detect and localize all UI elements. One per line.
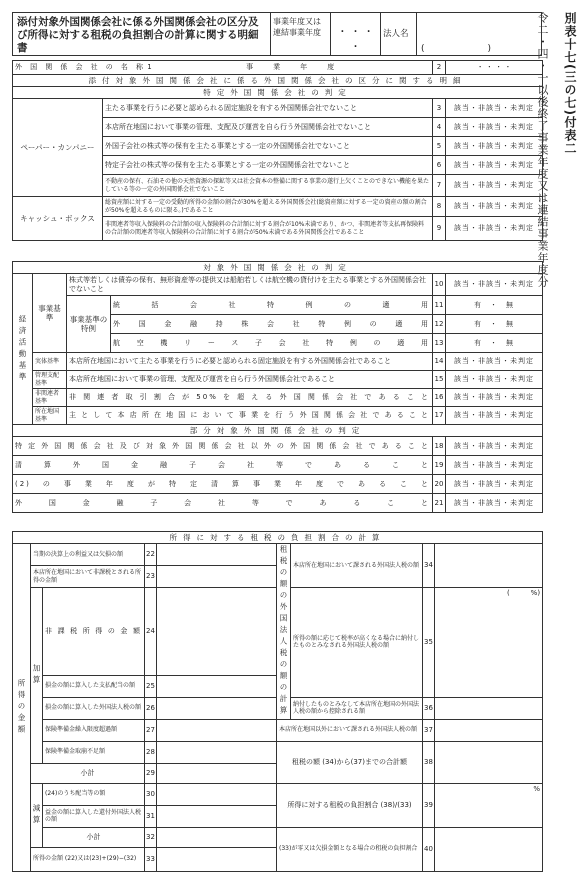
question-text: (2)の事業年度が特定清算事業年度であること <box>13 475 433 494</box>
subtotal-label: 小計 <box>31 763 145 783</box>
answer-select[interactable]: 該当・非該当・未判定 <box>446 156 543 175</box>
question-text: (24)のうち配当等の額 <box>43 783 145 805</box>
economic-activity-label: 経済活動基準 <box>13 274 33 425</box>
amount-input[interactable] <box>157 697 277 719</box>
question-text: 株式等若しくは債券の保有、無形資産等の提供又は船舶若しくは航空機の貸付けを主たる事業とする外国関係会社でないこと <box>67 274 433 296</box>
question-text: 非関連者取引割合が50%を超える外国関係会社であること <box>67 389 433 407</box>
answer-select[interactable]: 該当・非該当・未判定 <box>446 494 543 513</box>
question-text: 外国金融子会社等であること <box>13 494 433 513</box>
answer-select[interactable]: 該当・非該当・未判定 <box>446 437 543 456</box>
question-text: 本店所在地国において事業の管理、支配及び運営を自ら行う外国関係会社であること <box>67 371 433 389</box>
question-text: 清算外国金融子会社等であること <box>13 456 433 475</box>
section-heading: 部分対象外国関係会社の判定 <box>13 425 543 437</box>
addition-label: 加算 <box>31 588 43 764</box>
amount-input[interactable] <box>435 741 543 783</box>
question-text: 保険準備金取崩不足額 <box>43 741 145 763</box>
form-title: 添付対象外国関係会社に係る外国関係会社の区分及び所得に対する租税の負担割合の計算に関する明細書 <box>13 13 271 55</box>
answer-select[interactable]: 該当・非該当・未判定 <box>446 137 543 156</box>
yes-no-select[interactable]: 有 ・ 無 <box>446 296 543 315</box>
section-heading: 所得に対する租税の負担割合の計算 <box>13 532 543 544</box>
fiscal-year-input[interactable]: ・ ・ ・ ・ <box>446 61 543 75</box>
foreign-company-name-label: 外国関係会社の名称 1 事業年度 <box>13 61 433 75</box>
question-text: 主として本店所在地国において事業を行う外国関係会社であること <box>67 407 433 425</box>
amount-input[interactable] <box>435 697 543 719</box>
location-criteria-label: 所在地国基準 <box>33 407 67 425</box>
section-heading: 対象外国関係会社の判定 <box>13 262 543 274</box>
answer-select[interactable]: 該当・非該当・未判定 <box>446 407 543 425</box>
question-text: 主たる事業を行うに必要と認められる固定施設を有する外国関係会社でないこと <box>103 99 433 118</box>
answer-select[interactable]: 該当・非該当・未判定 <box>446 99 543 118</box>
question-text: 特定子会社の株式等の保有を主たる事業とする一定の外国関係会社でないこと <box>103 156 433 175</box>
form-frame <box>12 12 542 863</box>
amount-input[interactable] <box>157 588 277 676</box>
amount-input[interactable] <box>157 544 277 566</box>
question-text: 納付したものとみなして本店所在地国の外国法人税の額から控除される額 <box>291 697 423 719</box>
tax-burden-table: 所得に対する租税の負担割合の計算 所得の金額 当期の決算上の利益又は欠損の額 22 租税の額の外国法人税の額の計算 本店所在地国において課される外国法人税の額 34 本店所在地国において非課税とされる所得の金額 23 加算 非課税所得の金額 24 所得の額に応じて税率が高くなる場合に納付したものとみなされる外国法人税の額 35 ( %) 損金の額に算入した支払配当の額 25 損金の額に算入した外国法人税の額 26 納付したものとみなして本店所在地国の外国法人税の額から控除される額 36 保険準備金繰入限度超過額 27 本店所在地国以外において課される外国法人税の額 37 保険準備金取崩不足額 28 租税の額 (34)から(37)までの合計額 38 小計 29 減算 (24)のうち配当等の額 30 所得に対する租税の負担割合 (38)/(33) 39 % 益金の額に算入した還付外国法人税の額 31 小計 32 (33)が零又は欠損金額となる場合の租税の負担割合 40 所得の金額 (22)又は(23)+(29)−(32) 33 <box>12 531 543 872</box>
answer-select[interactable]: 該当・非該当・未判定 <box>446 217 543 241</box>
answer-select[interactable]: 該当・非該当・未判定 <box>446 118 543 137</box>
business-exception-label: 事業基準の特例 <box>67 296 111 353</box>
amount-input[interactable] <box>157 827 277 847</box>
question-text: 外国金融持株会社特例の適用 <box>111 315 433 334</box>
question-text: 非課税所得の金額 <box>43 588 145 676</box>
question-text: 不動産の保有、石油その他の天然資源の探鉱等又は社会資本の整備に関する事業の遂行上欠くことのできない機能を果たしている等の一定の外国関係会社でないこと <box>103 175 433 197</box>
income-amount-label: 所得の金額 <box>13 544 31 872</box>
percent-input[interactable]: % <box>435 783 543 827</box>
unrelated-party-criteria-label: 非関連者基準 <box>33 389 67 407</box>
tax-amount-label: 租税の額の外国法人税の額の計算 <box>277 544 291 720</box>
question-text: 本店所在地国において非課税とされる所得の金額 <box>31 566 145 588</box>
question-text: 所得に対する租税の負担割合 (38)/(33) <box>277 783 423 827</box>
answer-select[interactable]: 該当・非該当・未判定 <box>446 175 543 197</box>
form-number: 別表十七(三の七)付表二 <box>563 12 577 155</box>
section-heading: 特定外国関係会社の判定 <box>13 87 543 99</box>
section-heading: 添付対象外国関係会社に係る外国関係会社の区分に関する明細 <box>13 75 543 87</box>
question-text: 保険準備金繰入限度超過額 <box>43 719 145 741</box>
question-text: (33)が零又は欠損金額となる場合の租税の負担割合 <box>277 827 423 871</box>
fiscal-year-label: 事業年度又は連結事業年度 <box>271 13 331 55</box>
amount-input[interactable] <box>157 566 277 588</box>
answer-select[interactable]: 該当・非該当・未判定 <box>446 456 543 475</box>
corp-name-label: 法人名 <box>381 13 417 55</box>
amount-input[interactable] <box>157 719 277 741</box>
question-text: 外国子会社の株式等の保有を主たる事業とする一定の外国関係会社でないこと <box>103 137 433 156</box>
paper-company-label: ペーパー・カンパニー <box>13 99 103 197</box>
side-vertical-text <box>536 12 584 854</box>
question-text: 所得の額に応じて税率が高くなる場合に納付したものとみなされる外国法人税の額 <box>291 588 423 698</box>
applicable-period-note: 令二・四・一以後終了事業年度又は連結事業年度分 <box>536 12 549 288</box>
fiscal-year-field[interactable]: ・ ・ ・ ・ <box>331 13 381 55</box>
deduction-label: 減算 <box>31 783 43 847</box>
question-text: 本店所在地国以外において課される外国法人税の額 <box>277 719 423 741</box>
amount-input[interactable] <box>157 675 277 697</box>
answer-select[interactable]: 該当・非該当・未判定 <box>446 389 543 407</box>
amount-input[interactable] <box>157 847 277 871</box>
corp-name-field[interactable]: ( ) <box>421 44 492 54</box>
amount-input[interactable] <box>435 719 543 741</box>
question-text: 航空機リース子会社特例の適用 <box>111 334 433 353</box>
question-text: 特定外国関係会社及び対象外国関係会社以外の外国関係会社であること <box>13 437 433 456</box>
answer-select[interactable]: 該当・非該当・未判定 <box>446 371 543 389</box>
yes-no-select[interactable]: 有 ・ 無 <box>446 315 543 334</box>
question-text: 益金の額に算入した還付外国法人税の額 <box>43 805 145 827</box>
management-criteria-label: 管理支配基準 <box>33 371 67 389</box>
business-criteria-label: 事業基準 <box>33 274 67 353</box>
question-text: 総資産額に対する一定の受動的所得の金額の割合が30%を超える外国関係会社(総資産額に対する一定の資産の額の割合が50%を超えるものに限る。)であること <box>103 197 433 217</box>
answer-select[interactable]: 該当・非該当・未判定 <box>446 475 543 494</box>
question-text: 本店所在地国において課される外国法人税の額 <box>291 544 423 588</box>
amount-input[interactable] <box>157 805 277 827</box>
cash-box-label: キャッシュ・ボックス <box>13 197 103 241</box>
percent-input[interactable]: ( %) <box>435 588 543 698</box>
substance-criteria-label: 実体基準 <box>33 353 67 371</box>
question-text: 当期の決算上の利益又は欠損の額 <box>31 544 145 566</box>
amount-input[interactable] <box>157 783 277 805</box>
amount-input[interactable] <box>435 827 543 871</box>
amount-input[interactable] <box>157 741 277 763</box>
question-text: 統括会社特例の適用 <box>111 296 433 315</box>
amount-input[interactable] <box>157 763 277 783</box>
question-text: 損金の額に算入した外国法人税の額 <box>43 697 145 719</box>
form-header <box>12 12 542 56</box>
answer-select[interactable]: 該当・非該当・未判定 <box>446 274 543 296</box>
question-text: 損金の額に算入した支払配当の額 <box>43 675 145 697</box>
classification-table: 外国関係会社の名称 1 事業年度 2 ・ ・ ・ ・ 添付対象外国関係会社に係る外国関係会社の区分に関する明細 特定外国関係会社の判定 ペーパー・カンパニー 主たる事業を行うに必要と認められる固定施設を有する外国関係会社でないこと 3 該当・非該当・未判定 本店所在地国において事業の管理、支配及び運営を自ら行う外国関係会社でないこと 4 該当・非該当・未判定 外国子会社の株式等の保有を主たる事業とする一定の外国関係会社でないこと 5 該当・非該当・未判定 特定子会社の株式等の保有を主たる事業とする一定の外国関係会社でないこと 6 該当・非該当・未判定 不動産の保有、石油その他の天然資源の探鉱等又は社会資本の整備に関する事業の遂行上欠くことのできない機能を果たしている等の一定の外国関係会社でないこと 7 該当・非該当・未判定 キャッシュ・ボックス 総資産額に対する一定の受動的所得の金額の割合が30%を超える外国関係会社(総資産額に対する一定の資産の額の割合が50%を超えるものに限る。)であること 8 該当・非該当・未判定 非関連者等収入保険料の合計額の収入保険料の合計額に対する割合が10%未満であり、かつ、非関連者等支払再保険料の合計額の関連者等収入保険料の合計額に対する割合が50%未満である外国関係会社であること 9 該当・非該当・未判定 <box>12 60 543 241</box>
answer-select[interactable]: 該当・非該当・未判定 <box>446 197 543 217</box>
answer-select[interactable]: 該当・非該当・未判定 <box>446 353 543 371</box>
yes-no-select[interactable]: 有 ・ 無 <box>446 334 543 353</box>
question-text: 本店所在地国において主たる事業を行うに必要と認められる固定施設を有する外国関係会社であること <box>67 353 433 371</box>
question-text: 非関連者等収入保険料の合計額の収入保険料の合計額に対する割合が10%未満であり、かつ、非関連者等支払再保険料の合計額の関連者等収入保険料の合計額に対する割合が50%未満である外国関係会社であること <box>103 217 433 241</box>
amount-input[interactable] <box>435 544 543 588</box>
row-number: 2 <box>433 61 446 75</box>
question-text: 本店所在地国において事業の管理、支配及び運営を自ら行う外国関係会社でないこと <box>103 118 433 137</box>
subtotal-label: 小計 <box>43 827 145 847</box>
target-company-table: 対象外国関係会社の判定 経済活動基準 事業基準 株式等若しくは債券の保有、無形資産等の提供又は船舶若しくは航空機の貸付けを主たる事業とする外国関係会社でないこと 10 該当・非該当・未判定 事業基準の特例 統括会社特例の適用 11 有 ・ 無 外国金融持株会社特例の適用 12 有 ・ 無 航空機リース子会社特例の適用 13 有 ・ 無 実体基準 本店所在地国において主たる事業を行うに必要と認められる固定施設を有する外国関係会社であること 14 該当・非該当・未判定 管理支配基準 本店所在地国において事業の管理、支配及び運営を自ら行う外国関係会社であること 15 該当・非該当・未判定 非関連者基準 非関連者取引割合が50%を超える外国関係会社であること 16 該当・非該当・未判定 所在地国基準 主として本店所在地国において事業を行う外国関係会社であること 17 該当・非該当・未判定 部分対象外国関係会社の判定 特定外国関係会社及び対象外国関係会社以外の外国関係会社であること 18 該当・非該当・未判定 清算外国金融子会社等であること 19 該当・非該当・未判定 (2)の事業年度が特定清算事業年度であること 20 該当・非該当・未判定 外国金融子会社等であること 21 該当・非該当・未判定 <box>12 261 543 513</box>
question-text: 所得の金額 (22)又は(23)+(29)−(32) <box>31 847 145 871</box>
question-text: 租税の額 (34)から(37)までの合計額 <box>277 741 423 783</box>
